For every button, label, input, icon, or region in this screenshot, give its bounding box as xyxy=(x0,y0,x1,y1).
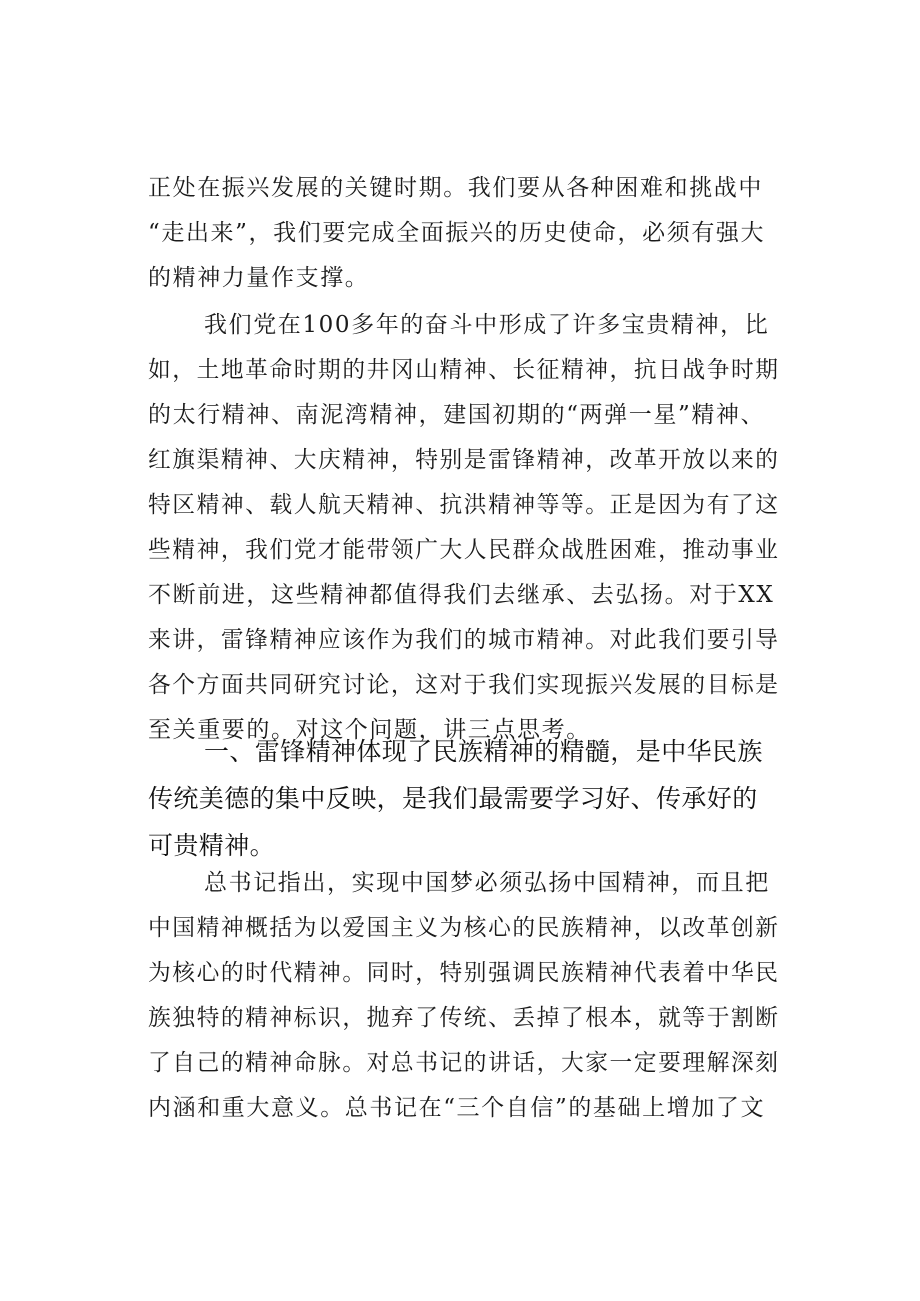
text-line: 我们党在100多年的奋斗中形成了许多宝贵精神，比 xyxy=(204,312,770,338)
text-line: “走出来”，我们要完成全面振兴的历史使命，必须有强大 xyxy=(148,220,766,246)
text-line: 不断前进，这些精神都值得我们去继承、去弘扬。对于XX xyxy=(148,582,775,608)
text-line: 特区精神、载人航天精神、抗洪精神等等。正是因为有了这 xyxy=(148,492,780,518)
text-line: 至关重要的。对这个问题，讲三点思考。 xyxy=(148,717,591,743)
text-line: 红旗渠精神、大庆精神，特别是雷锋精神，改革开放以来的 xyxy=(148,447,780,473)
text-line: 的精神力量作支撑。 xyxy=(148,265,370,291)
text-line: 了自己的精神命脉。对总书记的讲话，大家一定要理解深刻 xyxy=(148,1050,780,1076)
heading-line: 传统美德的集中反映，是我们最需要学习好、传承好的 xyxy=(148,784,758,813)
text-line: 为核心的时代精神。同时，特别强调民族精神代表着中华民 xyxy=(148,960,780,986)
text-line: 总书记指出，实现中国梦必须弘扬中国精神，而且把 xyxy=(204,870,770,896)
text-line: 如，土地革命时期的井冈山精神、长征精神，抗日战争时期 xyxy=(148,357,780,383)
text-line: 中国精神概括为以爱国主义为核心的民族精神，以改革创新 xyxy=(148,915,780,941)
text-line: 来讲，雷锋精神应该作为我们的城市精神。对此我们要引导 xyxy=(148,627,780,653)
text-line: 族独特的精神标识，抛弃了传统、丢掉了根本，就等于割断 xyxy=(148,1005,780,1031)
text-line: 的太行精神、南泥湾精神，建国初期的“两弹一星”精神、 xyxy=(148,402,766,428)
heading-line: 可贵精神。 xyxy=(148,831,276,860)
text-line: 各个方面共同研究讨论，这对于我们实现振兴发展的目标是 xyxy=(148,672,780,698)
text-line: 些精神，我们党才能带领广大人民群众战胜困难，推动事业 xyxy=(148,537,780,563)
text-line: 正处在振兴发展的关键时期。我们要从各种困难和挑战中 xyxy=(148,175,763,201)
heading-line: 一、雷锋精神体现了民族精神的精髓，是中华民族 xyxy=(204,737,763,766)
text-line: 内涵和重大意义。总书记在“三个自信”的基础上增加了文 xyxy=(148,1095,766,1121)
